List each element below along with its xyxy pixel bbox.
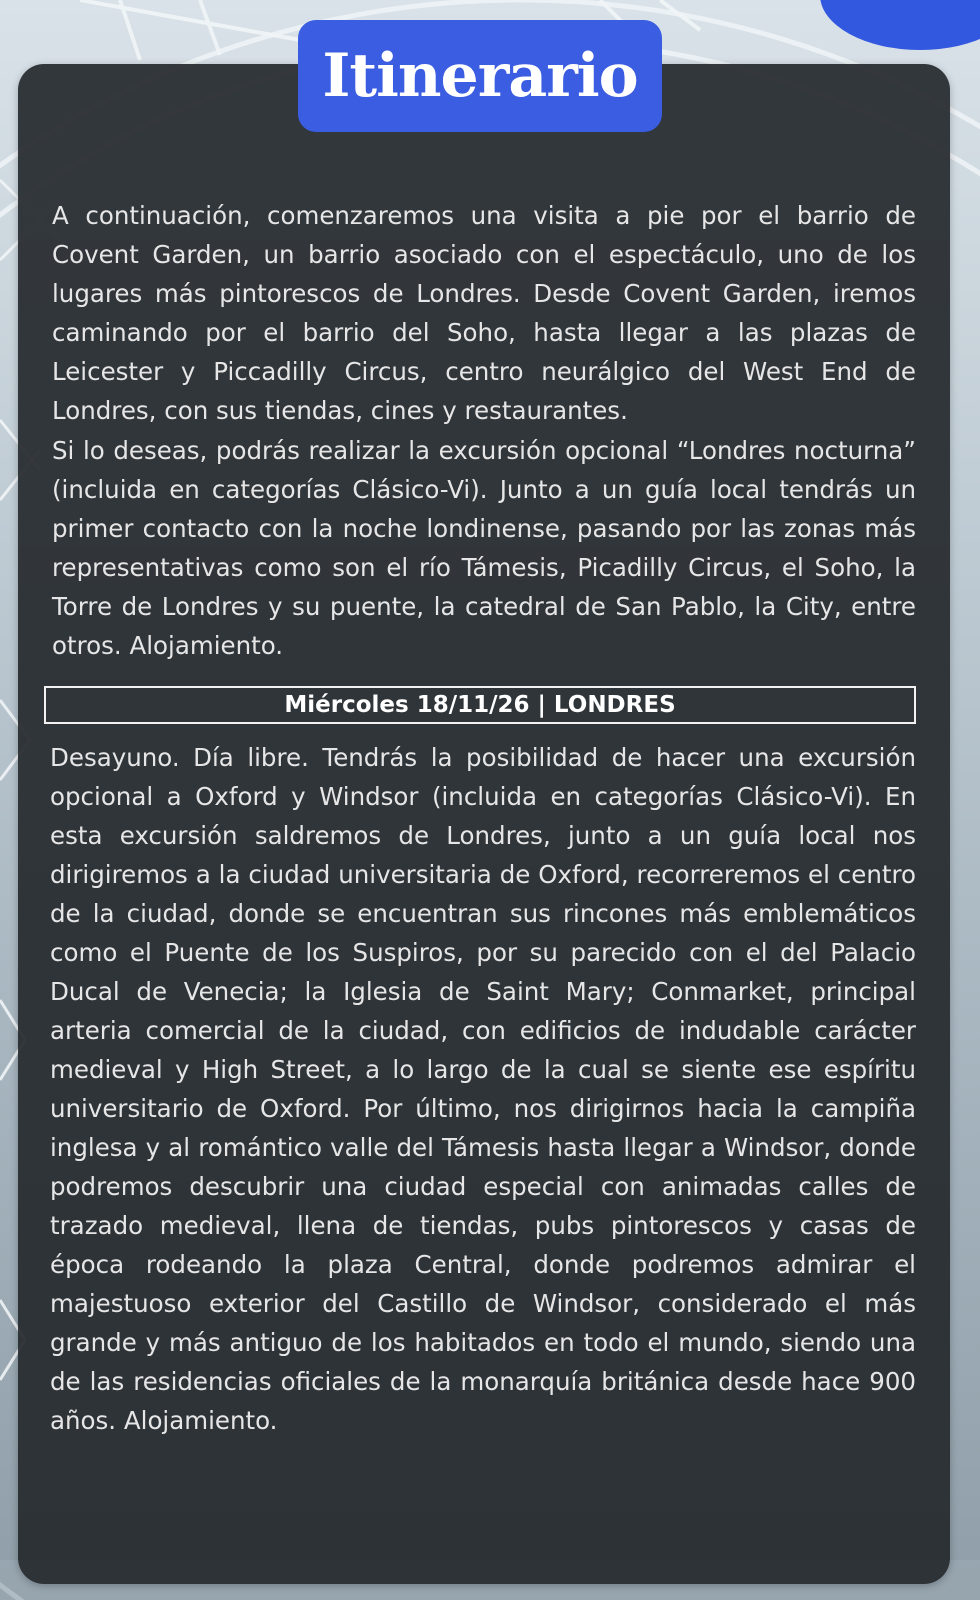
intro-paragraph-1: A continuación, comenzaremos una visita a pie por el barrio de Covent Garden, un barrio asociado con el espectáculo, uno de los lugares más pintorescos de Londres. Desde Covent Garden, iremos caminando por el barrio del Soho, hasta llegar a las plazas de Leicester y Piccadilly Circus, centro neurálgico del West End de Londres, con sus tiendas, cines y restaurantes. [52, 201, 916, 425]
intro-paragraph-2: Si lo deseas, podrás realizar la excursión opcional “Londres nocturna” (incluida en categorías Clásico-Vi). Junto a un guía local tendrás un primer contacto con la noche londinense, pasando por las zonas más representativas como son el río Támesis, Picadilly Circus, el Soho, la Torre de Londres y su puente, la catedral de San Pablo, la City, entre otros. Alojamiento. [52, 436, 916, 660]
page-title: Itinerario [322, 41, 638, 111]
day-description: Desayuno. Día libre. Tendrás la posibilidad de hacer una excursión opcional a Oxford y Windsor (incluida en categorías Clásico-Vi). En esta excursión saldremos de Londres, junto a un guía local nos dirigiremos a la ciudad universitaria de Oxford, recorreremos el centro de la ciudad, donde se encuentran sus rincones más emblemáticos como el Puente de los Suspiros, por su parecido con el del Palacio Ducal de Venecia; la Iglesia de Saint Mary; Conmarket, principal arteria comercial de la ciudad, con edificios de indudable carácter medieval y High Street, a lo largo de la cual se siente ese espíritu universitario de Oxford. Por último, nos dirigirnos hacia la campiña inglesa y al romántico valle del Támesis hasta llegar a Windsor, donde podremos descubrir una ciudad especial con animadas calles de trazado medieval, llena de tiendas, pubs pintorescos y casas de época rodeando la plaza Central, donde podremos admirar el majestuoso exterior del Castillo de Windsor, considerado el más grande y más antiguo de los habitados en todo el mundo, siendo una de las residencias oficiales de la monarquía británica desde hace 900 años. Alojamiento. [50, 743, 916, 1435]
day-heading: Miércoles 18/11/26 | LONDRES [284, 692, 676, 718]
day-heading-box [44, 686, 916, 724]
title-badge [298, 20, 662, 132]
